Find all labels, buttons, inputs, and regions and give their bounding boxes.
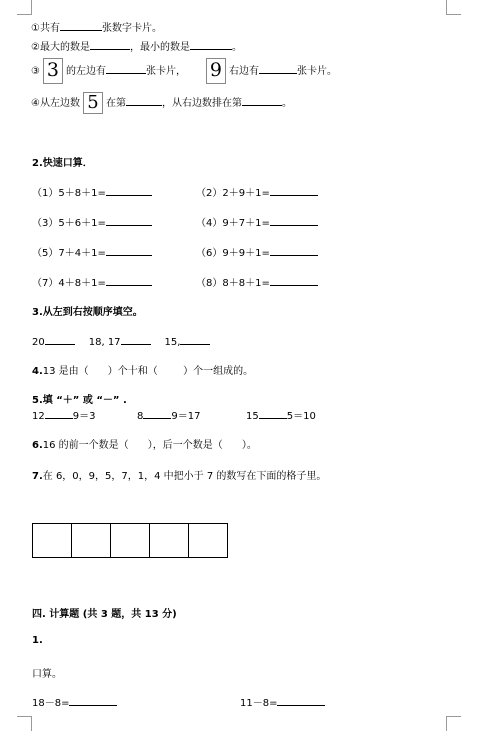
q2-item-7	[32, 274, 152, 289]
q7-number: 7.	[32, 471, 43, 482]
circle-number: ①	[31, 23, 40, 34]
circle-number: ④	[31, 98, 40, 109]
answer-blank[interactable]	[106, 214, 152, 226]
q7	[32, 467, 326, 482]
problem-text: （4）9＋7＋1=	[196, 218, 270, 229]
q5-item-1	[32, 407, 95, 422]
number-card-9: 9	[206, 58, 226, 84]
answer-blank[interactable]	[90, 38, 130, 50]
section-4-title: 四. 计算题 (共 3 题，共 13 分)	[32, 609, 177, 620]
answer-blank[interactable]	[106, 274, 152, 286]
answer-blank[interactable]	[106, 184, 152, 196]
q2-item-8	[196, 274, 318, 289]
text: 在第	[105, 98, 126, 109]
answer-blank[interactable]	[126, 94, 162, 106]
problem-text: （8）8＋8＋1=	[196, 278, 270, 289]
q1-line-1	[31, 19, 162, 34]
section-4-q1-number: 1.	[32, 635, 43, 646]
q2-title: 2.快速口算．	[32, 158, 93, 169]
q6	[32, 436, 257, 451]
corner-mark-top-left	[17, 0, 32, 15]
q1-line-2	[31, 38, 242, 53]
q3-title: 3.从左到右按顺序填空。	[32, 307, 143, 318]
answer-blank[interactable]	[106, 62, 146, 74]
corner-mark-top-right	[446, 0, 461, 15]
q6-number: 6.	[32, 440, 43, 451]
sequence-number: 15,	[164, 337, 181, 348]
answer-blank[interactable]	[242, 94, 282, 106]
operand: 9＝3	[72, 411, 96, 422]
operator-blank[interactable]	[143, 407, 171, 419]
answer-blank[interactable]	[69, 694, 117, 706]
problem-text: （5）7＋4＋1=	[32, 248, 106, 259]
operator-blank[interactable]	[259, 407, 287, 419]
text: 。	[281, 98, 292, 109]
answer-blank[interactable]	[180, 333, 210, 345]
answer-grid	[32, 523, 228, 558]
number-card-5: 5	[83, 92, 103, 114]
q4-text: 13 是由（ ）个十和（ ）个一组成的。	[42, 366, 254, 377]
number-card-3: 3	[43, 58, 63, 84]
answer-blank[interactable]	[190, 38, 232, 50]
calc-item-2	[240, 694, 325, 709]
text: 从左边数	[39, 98, 80, 109]
circle-number: ③	[31, 66, 40, 77]
sequence-number: 20	[32, 337, 45, 348]
operator-blank[interactable]	[45, 407, 73, 419]
calc-item-1	[32, 694, 117, 709]
corner-mark-bottom-left	[17, 716, 32, 731]
text: 的左边有	[65, 66, 106, 77]
text: 最大的数是	[39, 42, 90, 53]
q5-item-2	[137, 407, 200, 422]
q2-item-2	[196, 184, 318, 199]
circle-number: ②	[31, 42, 40, 53]
text: 共有	[39, 23, 60, 34]
q2-item-6	[196, 244, 318, 259]
q6-text: 16 的前一个数是（ ），后一个数是（ ）。	[42, 440, 257, 451]
answer-blank[interactable]	[106, 244, 152, 256]
q3-sequence	[32, 333, 210, 348]
answer-blank[interactable]	[270, 274, 318, 286]
operand: 8	[137, 411, 144, 422]
text: 右边有	[228, 66, 259, 77]
q1-line-3	[31, 58, 337, 84]
q4	[32, 362, 253, 377]
answer-blank[interactable]	[45, 333, 75, 345]
operand: 5＝10	[286, 411, 316, 422]
text: ，从右边数排在第	[161, 98, 242, 109]
operand: 15	[246, 411, 259, 422]
text: 张卡片，	[145, 66, 186, 77]
q2-item-3	[32, 214, 152, 229]
text: 。	[231, 42, 242, 53]
answer-blank[interactable]	[60, 19, 102, 31]
text: ，最小的数是	[129, 42, 190, 53]
q2-item-1	[32, 184, 152, 199]
text: 张数字卡片。	[101, 23, 162, 34]
q4-number: 4.	[32, 366, 43, 377]
q5-title: 5.填 “＋” 或 “－” .	[32, 395, 127, 406]
text: 张卡片。	[296, 66, 337, 77]
problem-text: （3）5＋6＋1=	[32, 218, 106, 229]
answer-blank[interactable]	[277, 694, 325, 706]
problem-text: （6）9＋9＋1=	[196, 248, 270, 259]
q7-text: 在 6，0，9，5，7，1，4 中把小于 7 的数写在下面的格子里。	[42, 471, 327, 482]
q1-line-4	[31, 92, 292, 114]
grid-cell[interactable]	[149, 523, 189, 558]
problem-text: 11－8=	[240, 698, 278, 709]
answer-blank[interactable]	[270, 244, 318, 256]
q2-item-4	[196, 214, 318, 229]
sequence-number: 18, 17	[88, 337, 121, 348]
problem-text: 18－8=	[32, 698, 70, 709]
problem-text: （7）4＋8＋1=	[32, 278, 106, 289]
grid-cell[interactable]	[110, 523, 150, 558]
q5-item-3	[246, 407, 316, 422]
problem-text: （2）2＋9＋1=	[196, 188, 270, 199]
corner-mark-bottom-right	[446, 716, 461, 731]
answer-blank[interactable]	[270, 214, 318, 226]
q2-item-5	[32, 244, 152, 259]
problem-text: （1）5＋8＋1=	[32, 188, 106, 199]
answer-blank[interactable]	[121, 333, 151, 345]
grid-cell[interactable]	[71, 523, 111, 558]
section-4-subtitle: 口算。	[32, 669, 62, 680]
operand: 9＝17	[171, 411, 201, 422]
answer-blank[interactable]	[270, 184, 318, 196]
answer-blank[interactable]	[259, 62, 297, 74]
grid-cell[interactable]	[188, 523, 228, 558]
operand: 12	[32, 411, 45, 422]
grid-cell[interactable]	[32, 523, 72, 558]
